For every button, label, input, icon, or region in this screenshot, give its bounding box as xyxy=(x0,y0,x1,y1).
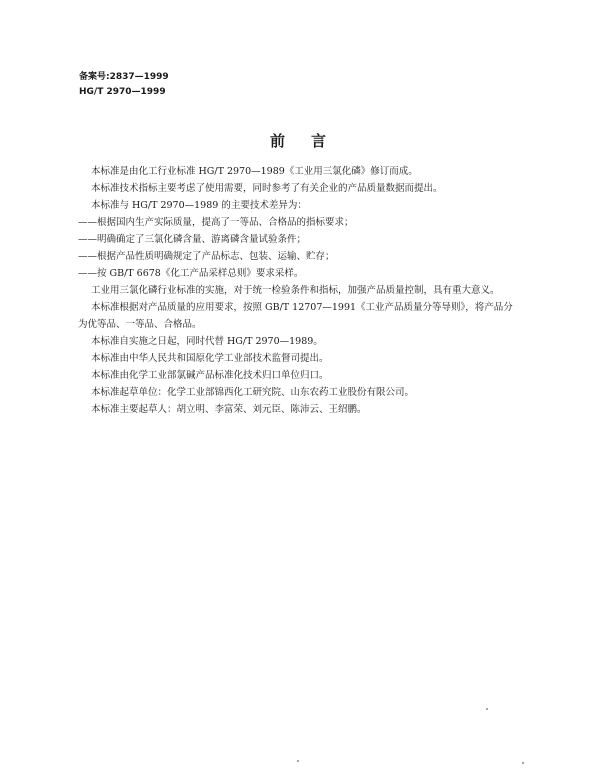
scan-speck xyxy=(486,708,488,710)
paragraph-grading-basis: 本标准根据对产品质量的应用要求，按照 GB/T 12707—1991《工业产品质量分等导则》，将产品分 xyxy=(91,302,513,313)
paragraph-drafters: 本标准主要起草人：胡立明、李富荣、刘元臣、陈沛云、王绍鹏。 xyxy=(91,404,367,415)
paragraph-technical-basis: 本标准技术指标主要考虑了使用需要，同时参考了有关企业的产品质量数据而提出。 xyxy=(91,183,443,194)
paragraph-significance: 工业用三氯化磷行业标准的实施，对于统一检验条件和指标，加强产品质量控制，具有重大意义。 xyxy=(91,285,500,296)
paragraph-differences-intro: 本标准与 HG/T 2970—1989 的主要技术差异为： xyxy=(91,200,307,211)
scan-speck xyxy=(522,762,524,764)
standard-number: HG/T 2970—1999 xyxy=(79,87,166,97)
paragraph-drafting-units: 本标准起草单位：化学工业部锦西化工研究院、山东农药工业股份有限公司。 xyxy=(91,387,415,398)
page-title: 前言 xyxy=(269,132,352,150)
list-item-difference-4: ——按 GB/T 6678《化工产品采样总则》要求采样。 xyxy=(78,268,304,279)
paragraph-administrator: 本标准由化学工业部氯碱产品标准化技术归口单位归口。 xyxy=(91,370,329,381)
list-item-difference-3: ——根据产品性质明确规定了产品标志、包装、运输、贮存； xyxy=(78,251,335,262)
scan-speck xyxy=(297,760,299,762)
preface-body xyxy=(78,163,551,418)
list-item-difference-1: ——根据国内生产实际质量，提高了一等品、合格品的指标要求； xyxy=(78,217,354,228)
paragraph-proposer: 本标准由中华人民共和国原化学工业部技术监督司提出。 xyxy=(91,353,329,364)
document-header xyxy=(79,70,169,100)
paragraph-replacement: 本标准自实施之日起，同时代替 HG/T 2970—1989。 xyxy=(91,336,323,347)
paragraph-revision-source: 本标准是由化工行业标准 HG/T 2970—1989《工业用三氯化磷》修订而成。 xyxy=(91,166,418,177)
list-item-difference-2: ——明确确定了三氯化磷含量、游离磷含量试验条件； xyxy=(78,234,307,245)
filing-number: 备案号:2837—1999 xyxy=(79,72,169,82)
paragraph-grading-continuation: 为优等品、一等品、合格品。 xyxy=(78,319,202,330)
